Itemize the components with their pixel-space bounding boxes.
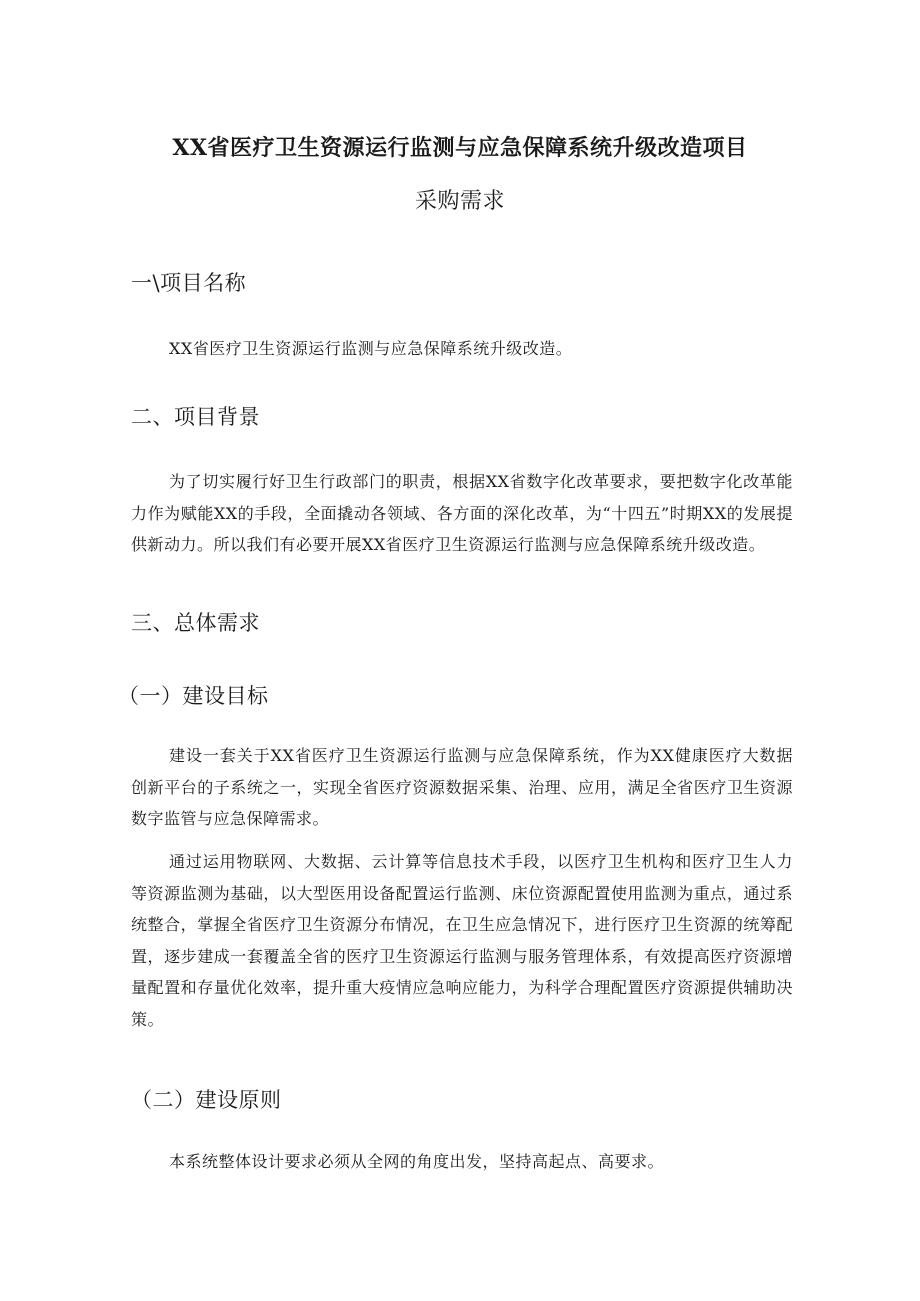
document-subtitle: 采购需求 <box>414 189 505 214</box>
subsection-text-goals-1: 建设一套关于XX省医疗卫生资源运行监测与应急保障系统，作为XX健康医疗大数据创新平台的子系统之一，实现全省医疗资源数据采集、治理、应用，满足全省医疗卫生资源数字监管与应急保障需求。 <box>131 746 793 828</box>
subsection-text-principles: 本系统整体设计要求必须从全网的角度出发，坚持高起点、高要求。 <box>169 1152 665 1171</box>
subsection-heading-principles: （二）建设原则 <box>131 1088 282 1112</box>
section-heading-background: 二、项目背景 <box>131 405 260 429</box>
section-text-background: 为了切实履行好卫生行政部门的职责，根据XX省数字化改革要求，要把数字化改革能力作为赋能XX的手段，全面撬动各领域、各方面的深化改革，为“十四五”时期XX的发展提供新动力。所以我们有必要开展XX省医疗卫生资源运行监测与应急保障系统升级改造。 <box>131 472 793 554</box>
subsection-heading-goals: （一）建设目标 <box>118 684 269 708</box>
subsection-text-goals-2: 通过运用物联网、大数据、云计算等信息技术手段，以医疗卫生机构和医疗卫生人力等资源监测为基础，以大型医用设备配置运行监测、床位资源配置使用监测为重点，通过系统整合，掌握全省医疗卫生资源分布情况，在卫生应急情况下，进行医疗卫生资源的统筹配置，逐步建成一套覆盖全省的医疗卫生资源运行监测与服务管理体系，有效提高医疗资源增量配置和存量优化效率，提升重大疫情应急响应能力，为科学合理配置医疗资源提供辅助决策。 <box>131 852 793 1029</box>
document-title: XX省医疗卫生资源运行监测与应急保障系统升级改造项目 <box>172 135 748 161</box>
section-heading-project-name: 一\项目名称 <box>131 271 247 295</box>
section-heading-overall-requirements: 三、总体需求 <box>131 611 260 635</box>
section-text-project-name: XX省医疗卫生资源运行监测与应急保障系统升级改造。 <box>169 339 573 358</box>
